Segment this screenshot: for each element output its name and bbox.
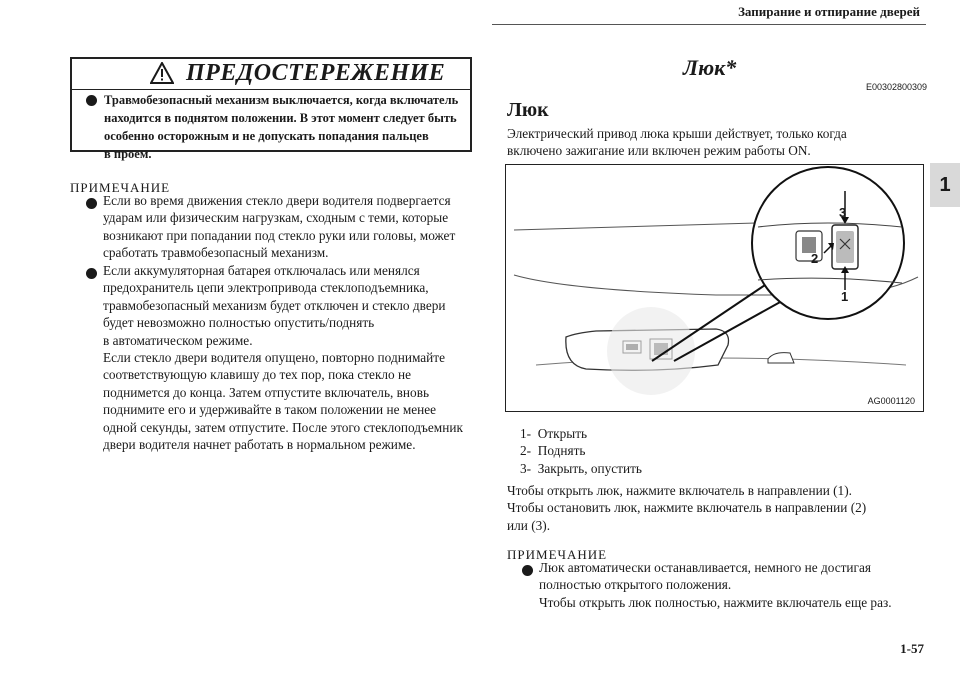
intro-text: Электрический привод люка крыши действует, только когда включено зажигание или включен режим работы ON. [507, 126, 847, 159]
warning-triangle-icon [150, 62, 174, 84]
note-label: ПРИМЕЧАНИЕ [507, 547, 608, 562]
warning-text: Травмобезопасный механизм выключается, когда включатель находится в поднятом положении. В этот момент следует быть особенно осторожным и не допускать попадания пальцев в проем. [104, 93, 459, 161]
warning-box [70, 57, 472, 161]
bullet-icon [86, 198, 97, 209]
figure-code: AG0001120 [867, 396, 915, 406]
callout-1: 1 [841, 289, 849, 304]
legend-item: 3- Закрыть, опустить [520, 460, 642, 476]
warning-header [72, 59, 470, 90]
legend-list [520, 425, 642, 477]
note-item-1: Если во время движения стекло двери водителя подвергается ударам или физическим нагрузкам, сходным с теми, которые возникают при попадании под стекло руки или головы, может сработать травмобезопасный механизм. [103, 193, 456, 261]
callout-2: 2 [811, 251, 819, 266]
legend-item: 2- Поднять [520, 443, 586, 459]
section-code: E00302800309 [866, 82, 928, 92]
legend-item: 1- Открыть [520, 426, 588, 441]
header-rule [492, 24, 926, 25]
subsection-title: Люк [507, 99, 549, 121]
page-number: 1-57 [900, 641, 924, 656]
note-item-2: Если аккумуляторная батарея отключалась или менялся предохранитель цепи электропривода стеклоподъемника, травмобезопасный механизм будет отключен и стекло двери будет невозможно полностью опустить/поднять в автоматическом режиме. Если стекло двери водителя опущено, повторно поднимайте соответствующую клавишу до тех пор, пока стекло не поднимется до конца. Затем отпустите включатель, вновь поднимите его и удерживайте в таком положении не менее одной секунды, затем отпустите. После этого стеклоподъемник двери водителя начнет работать в нормальном режиме. [103, 263, 463, 453]
bullet-icon [86, 95, 97, 106]
illustration-drawing [506, 165, 923, 411]
note-label: ПРИМЕЧАНИЕ [70, 180, 171, 195]
section-title: Люк* [683, 55, 737, 80]
sunroof-switch-illustration [505, 164, 924, 412]
note-item: Люк автоматически останавливается, немного не достигая полностью открытого положения. Чтобы открыть люк полностью, нажмите включатель еще раз. [539, 560, 892, 610]
bullet-icon [86, 268, 97, 279]
running-header: Запирание и отпирание дверей [738, 4, 920, 19]
bullet-icon [522, 565, 533, 576]
warning-title: ПРЕДОСТЕРЕЖЕНИЕ [186, 60, 446, 86]
chapter-tab: 1 [930, 163, 960, 207]
callout-3: 3 [839, 205, 847, 220]
instructions-text: Чтобы открыть люк, нажмите включатель в направлении (1). Чтобы остановить люк, нажмите включатель в направлении (2) или (3). [507, 483, 867, 533]
